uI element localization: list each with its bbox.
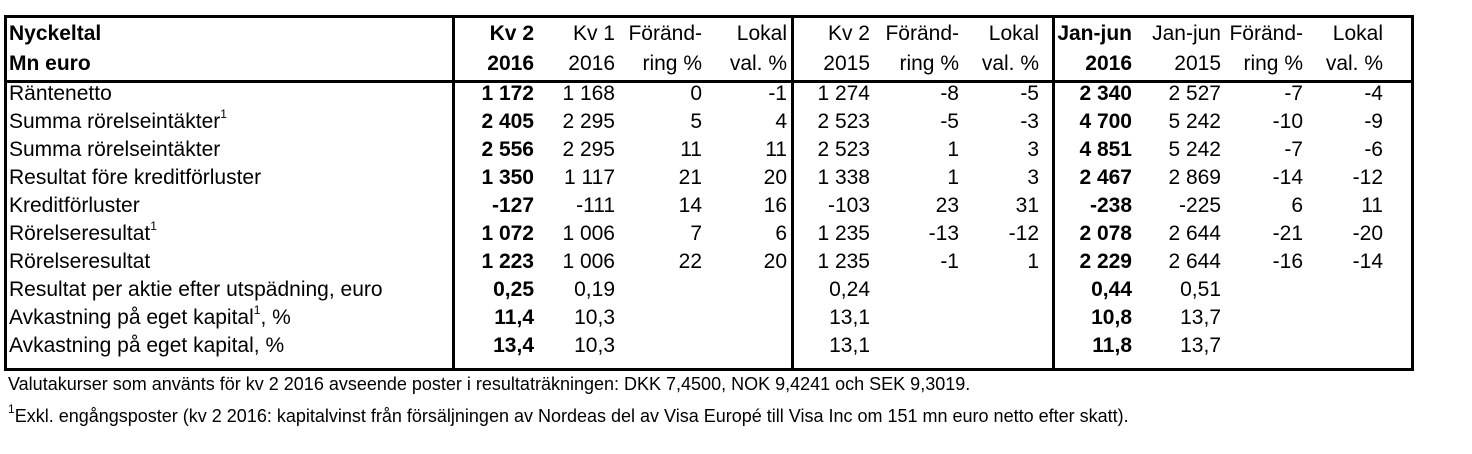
row-label-text: Summa rörelseintäkter <box>9 110 221 133</box>
row-label <box>7 136 452 164</box>
table-cell: 1 006 <box>562 250 615 273</box>
table-cell: -5 <box>1020 81 1039 105</box>
table-cell: 5 242 <box>1168 138 1221 161</box>
table-cell: 7 <box>690 222 702 245</box>
footnote-text: Exkl. engångsposter (kv 2 2016: kapitalvinst från försäljningen av Nordeas del av Visa Europé till Visa Inc om 151 mn euro netto efter skatt). <box>14 406 1129 426</box>
table-row <box>7 304 1389 332</box>
column-header: 2015 <box>1174 52 1221 75</box>
table-cell: 1 <box>947 138 959 161</box>
row-label-text: Rörelseresultat <box>9 250 151 273</box>
table-cell: 3 <box>1027 166 1039 189</box>
row-label <box>7 192 452 220</box>
table-cell: 23 <box>935 194 959 217</box>
table-cell: 2 644 <box>1168 222 1221 245</box>
header-row <box>7 49 1389 79</box>
table-cell: 13,7 <box>1180 306 1221 329</box>
row-label <box>7 276 452 304</box>
table-cell <box>1309 332 1389 360</box>
table-cell: -7 <box>1284 81 1303 105</box>
table-cell <box>708 332 793 360</box>
row-label <box>7 304 452 332</box>
column-header: Föränd- <box>628 21 702 45</box>
table-cell: -7 <box>1284 138 1303 161</box>
table-cell: 1 072 <box>481 222 534 245</box>
table-cell: -1 <box>940 250 959 273</box>
column-header: 2016 <box>1085 52 1132 75</box>
table-cell: 5 242 <box>1168 110 1221 133</box>
column-header: Jan-jun <box>1152 21 1221 45</box>
column-header: val. % <box>981 52 1039 75</box>
row-label-text: Räntenetto <box>9 81 112 105</box>
table-cell <box>708 304 793 332</box>
table-cell: -8 <box>940 81 959 105</box>
table-cell: 10,3 <box>574 306 615 329</box>
table-cell: 5 <box>690 110 702 133</box>
table-cell <box>621 332 708 360</box>
table-cell: 13,1 <box>829 334 870 357</box>
table-cell: -20 <box>1352 222 1383 245</box>
row-label <box>7 220 452 248</box>
table-cell: -12 <box>1352 166 1383 189</box>
table-cell: 1 <box>947 166 959 189</box>
column-header: ring % <box>1243 52 1303 75</box>
table-cell: 1 117 <box>564 166 615 189</box>
table-cell: 13,1 <box>829 306 870 329</box>
footnote-ref: 1 <box>253 303 261 317</box>
row-label-text: Resultat före kreditförluster <box>9 166 262 189</box>
table-cell: -16 <box>1272 250 1303 273</box>
table-cell: 0 <box>690 81 702 105</box>
column-header: Kv 2 <box>489 21 534 45</box>
table-cell <box>1227 332 1309 360</box>
table-cell: 3 <box>1027 138 1039 161</box>
table-cell <box>965 332 1045 360</box>
table-cell: 0,25 <box>493 278 534 301</box>
table-cell <box>1227 276 1309 304</box>
row-label-text: Resultat per aktie efter utspädning, euro <box>9 278 383 301</box>
table-cell <box>876 276 965 304</box>
table-cell: 2 405 <box>481 110 534 133</box>
table-cell: 1 338 <box>817 166 870 189</box>
table-cell: -5 <box>940 110 959 133</box>
column-header: 2016 <box>568 52 615 75</box>
table-cell: -4 <box>1364 81 1383 105</box>
footnote-ref: 1 <box>150 219 157 233</box>
table-cell: 10,3 <box>574 334 615 357</box>
table-cell: 1 <box>1027 250 1039 273</box>
row-label <box>7 248 452 276</box>
table-cell: 2 527 <box>1168 81 1221 105</box>
table-cell: 2 229 <box>1079 250 1132 273</box>
table-cell: 20 <box>763 166 787 189</box>
table-cell <box>965 276 1045 304</box>
table-cell: -21 <box>1272 222 1303 245</box>
table-cell: -10 <box>1272 110 1303 133</box>
table-cell: 11,4 <box>494 306 534 329</box>
column-header: Lokal <box>988 21 1039 45</box>
table-cell: 11 <box>1361 194 1383 217</box>
table-cell: 21 <box>678 166 702 189</box>
table-cell <box>1309 304 1389 332</box>
table-cell: -9 <box>1364 110 1383 133</box>
row-label <box>7 332 452 360</box>
table-cell: 2 523 <box>817 138 870 161</box>
column-header: Lokal <box>736 21 787 45</box>
table-cell: 13,4 <box>493 334 534 357</box>
table-cell: 13,7 <box>1180 334 1221 357</box>
table-cell <box>876 332 965 360</box>
table-cell: 1 223 <box>481 250 534 273</box>
table-cell: 14 <box>678 194 702 217</box>
table-cell <box>708 276 793 304</box>
table-cell: 16 <box>763 194 787 217</box>
footnote-1 <box>8 402 1129 427</box>
table-cell <box>876 304 965 332</box>
table-cell: 2 295 <box>562 110 615 133</box>
table-cell: 11 <box>765 138 787 161</box>
table-cell: 2 467 <box>1079 166 1132 189</box>
column-header: 2015 <box>823 52 870 75</box>
table-cell <box>1309 276 1389 304</box>
column-header: Föränd- <box>885 21 959 45</box>
table-cell: -111 <box>576 194 615 217</box>
table-row <box>7 332 1389 360</box>
table-cell: 2 523 <box>817 110 870 133</box>
table-cell: 31 <box>1015 194 1039 217</box>
row-label-text: Avkastning på eget kapital <box>9 306 254 329</box>
table-cell: -3 <box>1020 110 1039 133</box>
row-label <box>7 79 452 108</box>
column-header: 2016 <box>487 52 534 75</box>
header-row <box>7 18 1389 49</box>
table-cell: 4 851 <box>1079 138 1132 161</box>
table-cell: 22 <box>678 250 702 273</box>
table-cell: 1 235 <box>817 222 870 245</box>
table-cell <box>965 304 1045 332</box>
column-header: ring % <box>642 52 702 75</box>
table-cell: -14 <box>1352 250 1383 273</box>
column-header: ring % <box>899 52 959 75</box>
table-cell: 0,19 <box>574 278 615 301</box>
column-header: Jan-jun <box>1057 21 1132 45</box>
column-header: Kv 1 <box>572 21 615 45</box>
table-cell: -1 <box>768 81 787 105</box>
table-row <box>7 220 1389 248</box>
key-figures-table <box>7 18 1389 360</box>
table-row <box>7 192 1389 220</box>
table-row <box>7 164 1389 192</box>
table-cell: 6 <box>775 222 787 245</box>
table-cell: 1 274 <box>817 81 870 105</box>
row-label-suffix: , % <box>260 306 291 329</box>
table-cell <box>1227 304 1309 332</box>
table-cell: 1 172 <box>481 81 534 105</box>
table-cell: 0,44 <box>1091 278 1132 301</box>
table-cell: 11 <box>680 138 702 161</box>
table-cell: 2 340 <box>1079 81 1132 105</box>
table-cell: 2 644 <box>1168 250 1221 273</box>
column-header: Föränd- <box>1229 21 1303 45</box>
row-label <box>7 108 452 136</box>
table-cell: -13 <box>928 222 959 245</box>
table-cell <box>621 304 708 332</box>
table-cell: -238 <box>1089 194 1132 217</box>
table-row <box>7 248 1389 276</box>
exchange-rates-note: Valutakurser som använts för kv 2 2016 avseende poster i resultaträkningen: DKK 7,4500, NOK 9,4241 och SEK 9,3019. <box>8 374 971 394</box>
table-cell: 20 <box>763 250 787 273</box>
table-cell: -127 <box>491 194 534 217</box>
table-cell: 0,51 <box>1180 278 1221 301</box>
table-cell: 4 700 <box>1079 110 1132 133</box>
table-row <box>7 136 1389 164</box>
header-label: Nyckeltal <box>9 21 102 45</box>
row-label-text: Avkastning på eget kapital, % <box>9 334 285 357</box>
table-cell: -6 <box>1364 138 1383 161</box>
table-cell: -103 <box>827 194 870 217</box>
row-label <box>7 164 452 192</box>
row-label-text: Kreditförluster <box>9 194 140 217</box>
table-cell: 4 <box>775 110 787 133</box>
table-cell: -14 <box>1272 166 1303 189</box>
row-label-text: Rörelseresultat <box>9 222 151 245</box>
column-header: Lokal <box>1332 21 1383 45</box>
row-label-text: Summa rörelseintäkter <box>9 138 221 161</box>
table-row <box>7 276 1389 304</box>
table-cell: -225 <box>1178 194 1221 217</box>
table-cell: 1 168 <box>562 81 615 105</box>
table-cell: 1 350 <box>481 166 534 189</box>
footnote-ref: 1 <box>220 107 227 121</box>
footnote-marker: 1 <box>8 402 15 416</box>
header-label: Mn euro <box>9 52 91 75</box>
table-cell: 6 <box>1291 194 1303 217</box>
table-cell: 10,8 <box>1091 306 1132 329</box>
table-cell: 1 006 <box>562 222 615 245</box>
table-cell: 2 869 <box>1168 166 1221 189</box>
column-header: val. % <box>729 52 787 75</box>
table-cell: 0,24 <box>829 278 870 301</box>
table-cell: 2 556 <box>481 138 534 161</box>
table-cell: 2 078 <box>1079 222 1132 245</box>
table-cell: 1 235 <box>817 250 870 273</box>
column-header: val. % <box>1325 52 1383 75</box>
column-header: Kv 2 <box>827 21 870 45</box>
table-row <box>7 79 1389 108</box>
table-cell <box>621 276 708 304</box>
table-cell: 11,8 <box>1092 334 1132 357</box>
table-row <box>7 108 1389 136</box>
table-cell: 2 295 <box>562 138 615 161</box>
table-cell: -12 <box>1008 222 1039 245</box>
